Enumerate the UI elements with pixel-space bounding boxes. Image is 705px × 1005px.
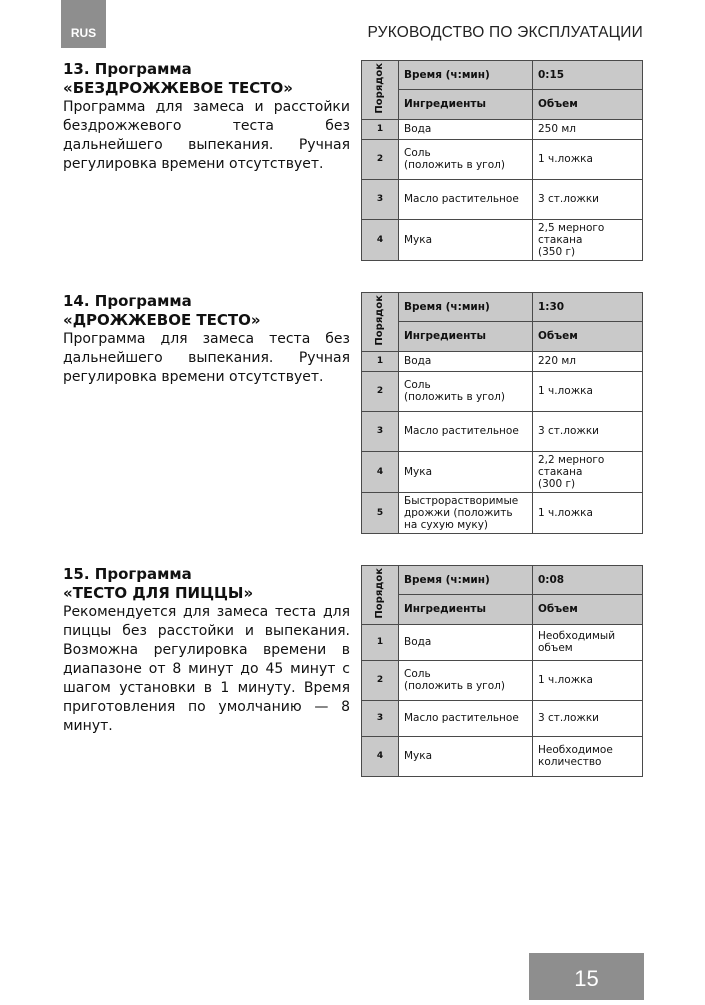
row-number: 4 <box>362 736 399 776</box>
row-number: 2 <box>362 660 399 700</box>
row-number: 2 <box>362 139 399 179</box>
program-section-13 <box>63 60 643 260</box>
order-header-cell <box>362 566 399 625</box>
manual-title: РУКОВОДСТВО ПО ЭКСПЛУАТАЦИИ <box>367 24 643 41</box>
program-text <box>63 60 350 174</box>
ingredient-cell: Мука <box>399 451 533 492</box>
program-heading <box>63 60 350 98</box>
ingredients-table <box>361 60 643 261</box>
amount-cell: 250 мл <box>533 119 643 139</box>
ingredients-table <box>361 565 643 777</box>
table-row <box>362 492 643 533</box>
table-row <box>362 351 643 371</box>
amount-cell: Необходимое количество <box>533 736 643 776</box>
ingredient-cell: Мука <box>399 736 533 776</box>
row-number: 5 <box>362 492 399 533</box>
language-tab: RUS <box>61 0 106 48</box>
order-header-cell <box>362 61 399 120</box>
amount-cell: 3 ст.ложки <box>533 411 643 451</box>
ingredients-label: Ингредиенты <box>399 322 533 351</box>
program-description: Программа для замеса теста без дальнейшего выпекания. Ручная регулировка времени отсутствует. <box>63 331 350 385</box>
amount-cell: 2,2 мерного стакана (300 г) <box>533 451 643 492</box>
table-row <box>362 371 643 411</box>
table-row <box>362 700 643 736</box>
ingredient-cell: Вода <box>399 624 533 660</box>
time-label: Время (ч:мин) <box>399 293 533 322</box>
amount-label: Объем <box>533 595 643 624</box>
program-heading-number: 13. Программа <box>63 60 192 78</box>
row-number: 4 <box>362 451 399 492</box>
page-number: 15 <box>529 953 644 1000</box>
amount-cell: 1 ч.ложка <box>533 660 643 700</box>
ingredient-cell: Соль (положить в угол) <box>399 371 533 411</box>
time-label: Время (ч:мин) <box>399 61 533 90</box>
program-text <box>63 292 350 387</box>
program-text <box>63 565 350 736</box>
time-value: 0:08 <box>533 566 643 595</box>
time-value: 0:15 <box>533 61 643 90</box>
program-heading-name: «ДРОЖЖЕВОЕ ТЕСТО» <box>63 311 261 329</box>
program-section-14 <box>63 292 643 532</box>
amount-label: Объем <box>533 322 643 351</box>
ingredient-cell: Масло растительное <box>399 179 533 219</box>
amount-cell: Необходимый объем <box>533 624 643 660</box>
amount-cell: 2,5 мерного стакана (350 г) <box>533 219 643 260</box>
program-heading <box>63 292 350 330</box>
row-number: 3 <box>362 700 399 736</box>
amount-cell: 3 ст.ложки <box>533 179 643 219</box>
table-row <box>362 411 643 451</box>
ingredients-label: Ингредиенты <box>399 89 533 119</box>
ingredient-cell: Масло растительное <box>399 700 533 736</box>
table-row <box>362 119 643 139</box>
amount-cell: 220 мл <box>533 351 643 371</box>
amount-cell: 3 ст.ложки <box>533 700 643 736</box>
ingredient-cell: Соль (положить в угол) <box>399 139 533 179</box>
row-number: 3 <box>362 179 399 219</box>
ingredient-cell: Соль (положить в угол) <box>399 660 533 700</box>
program-heading-number: 14. Программа <box>63 292 192 310</box>
order-header-cell <box>362 293 399 352</box>
program-section-15 <box>63 565 643 775</box>
row-number: 1 <box>362 351 399 371</box>
table-row <box>362 451 643 492</box>
amount-cell: 1 ч.ложка <box>533 371 643 411</box>
table-row <box>362 736 643 776</box>
order-label: Порядок <box>374 295 385 346</box>
ingredients-label: Ингредиенты <box>399 595 533 624</box>
amount-label: Объем <box>533 89 643 119</box>
amount-cell: 1 ч.ложка <box>533 492 643 533</box>
program-heading <box>63 565 350 603</box>
table-row <box>362 219 643 260</box>
program-description: Рекомендуется для замеса теста для пиццы без расстойки и выпекания. Возможна регулировка времени в диапазоне от 8 минут до 45 минут с шагом установки в 1 минуту. Время приготовления по умолчанию — 8 минут. <box>63 604 350 734</box>
table-row <box>362 660 643 700</box>
order-label: Порядок <box>374 63 385 114</box>
ingredient-cell: Быстрорастворимые дрожжи (положить на сухую муку) <box>399 492 533 533</box>
program-heading-name: «ТЕСТО ДЛЯ ПИЦЦЫ» <box>63 584 254 602</box>
table-row <box>362 139 643 179</box>
table-row <box>362 179 643 219</box>
row-number: 1 <box>362 119 399 139</box>
ingredient-cell: Вода <box>399 351 533 371</box>
program-heading-number: 15. Программа <box>63 565 192 583</box>
row-number: 3 <box>362 411 399 451</box>
row-number: 1 <box>362 624 399 660</box>
ingredients-table <box>361 292 643 534</box>
row-number: 2 <box>362 371 399 411</box>
ingredient-cell: Мука <box>399 219 533 260</box>
row-number: 4 <box>362 219 399 260</box>
ingredient-cell: Вода <box>399 119 533 139</box>
ingredient-cell: Масло растительное <box>399 411 533 451</box>
time-label: Время (ч:мин) <box>399 566 533 595</box>
program-description: Программа для замеса и расстойки бездрожжевого теста без дальнейшего выпекания. Ручная регулировка времени отсутствует. <box>63 99 350 172</box>
amount-cell: 1 ч.ложка <box>533 139 643 179</box>
table-row <box>362 624 643 660</box>
program-heading-name: «БЕЗДРОЖЖЕВОЕ ТЕСТО» <box>63 79 293 97</box>
order-label: Порядок <box>374 568 385 619</box>
time-value: 1:30 <box>533 293 643 322</box>
